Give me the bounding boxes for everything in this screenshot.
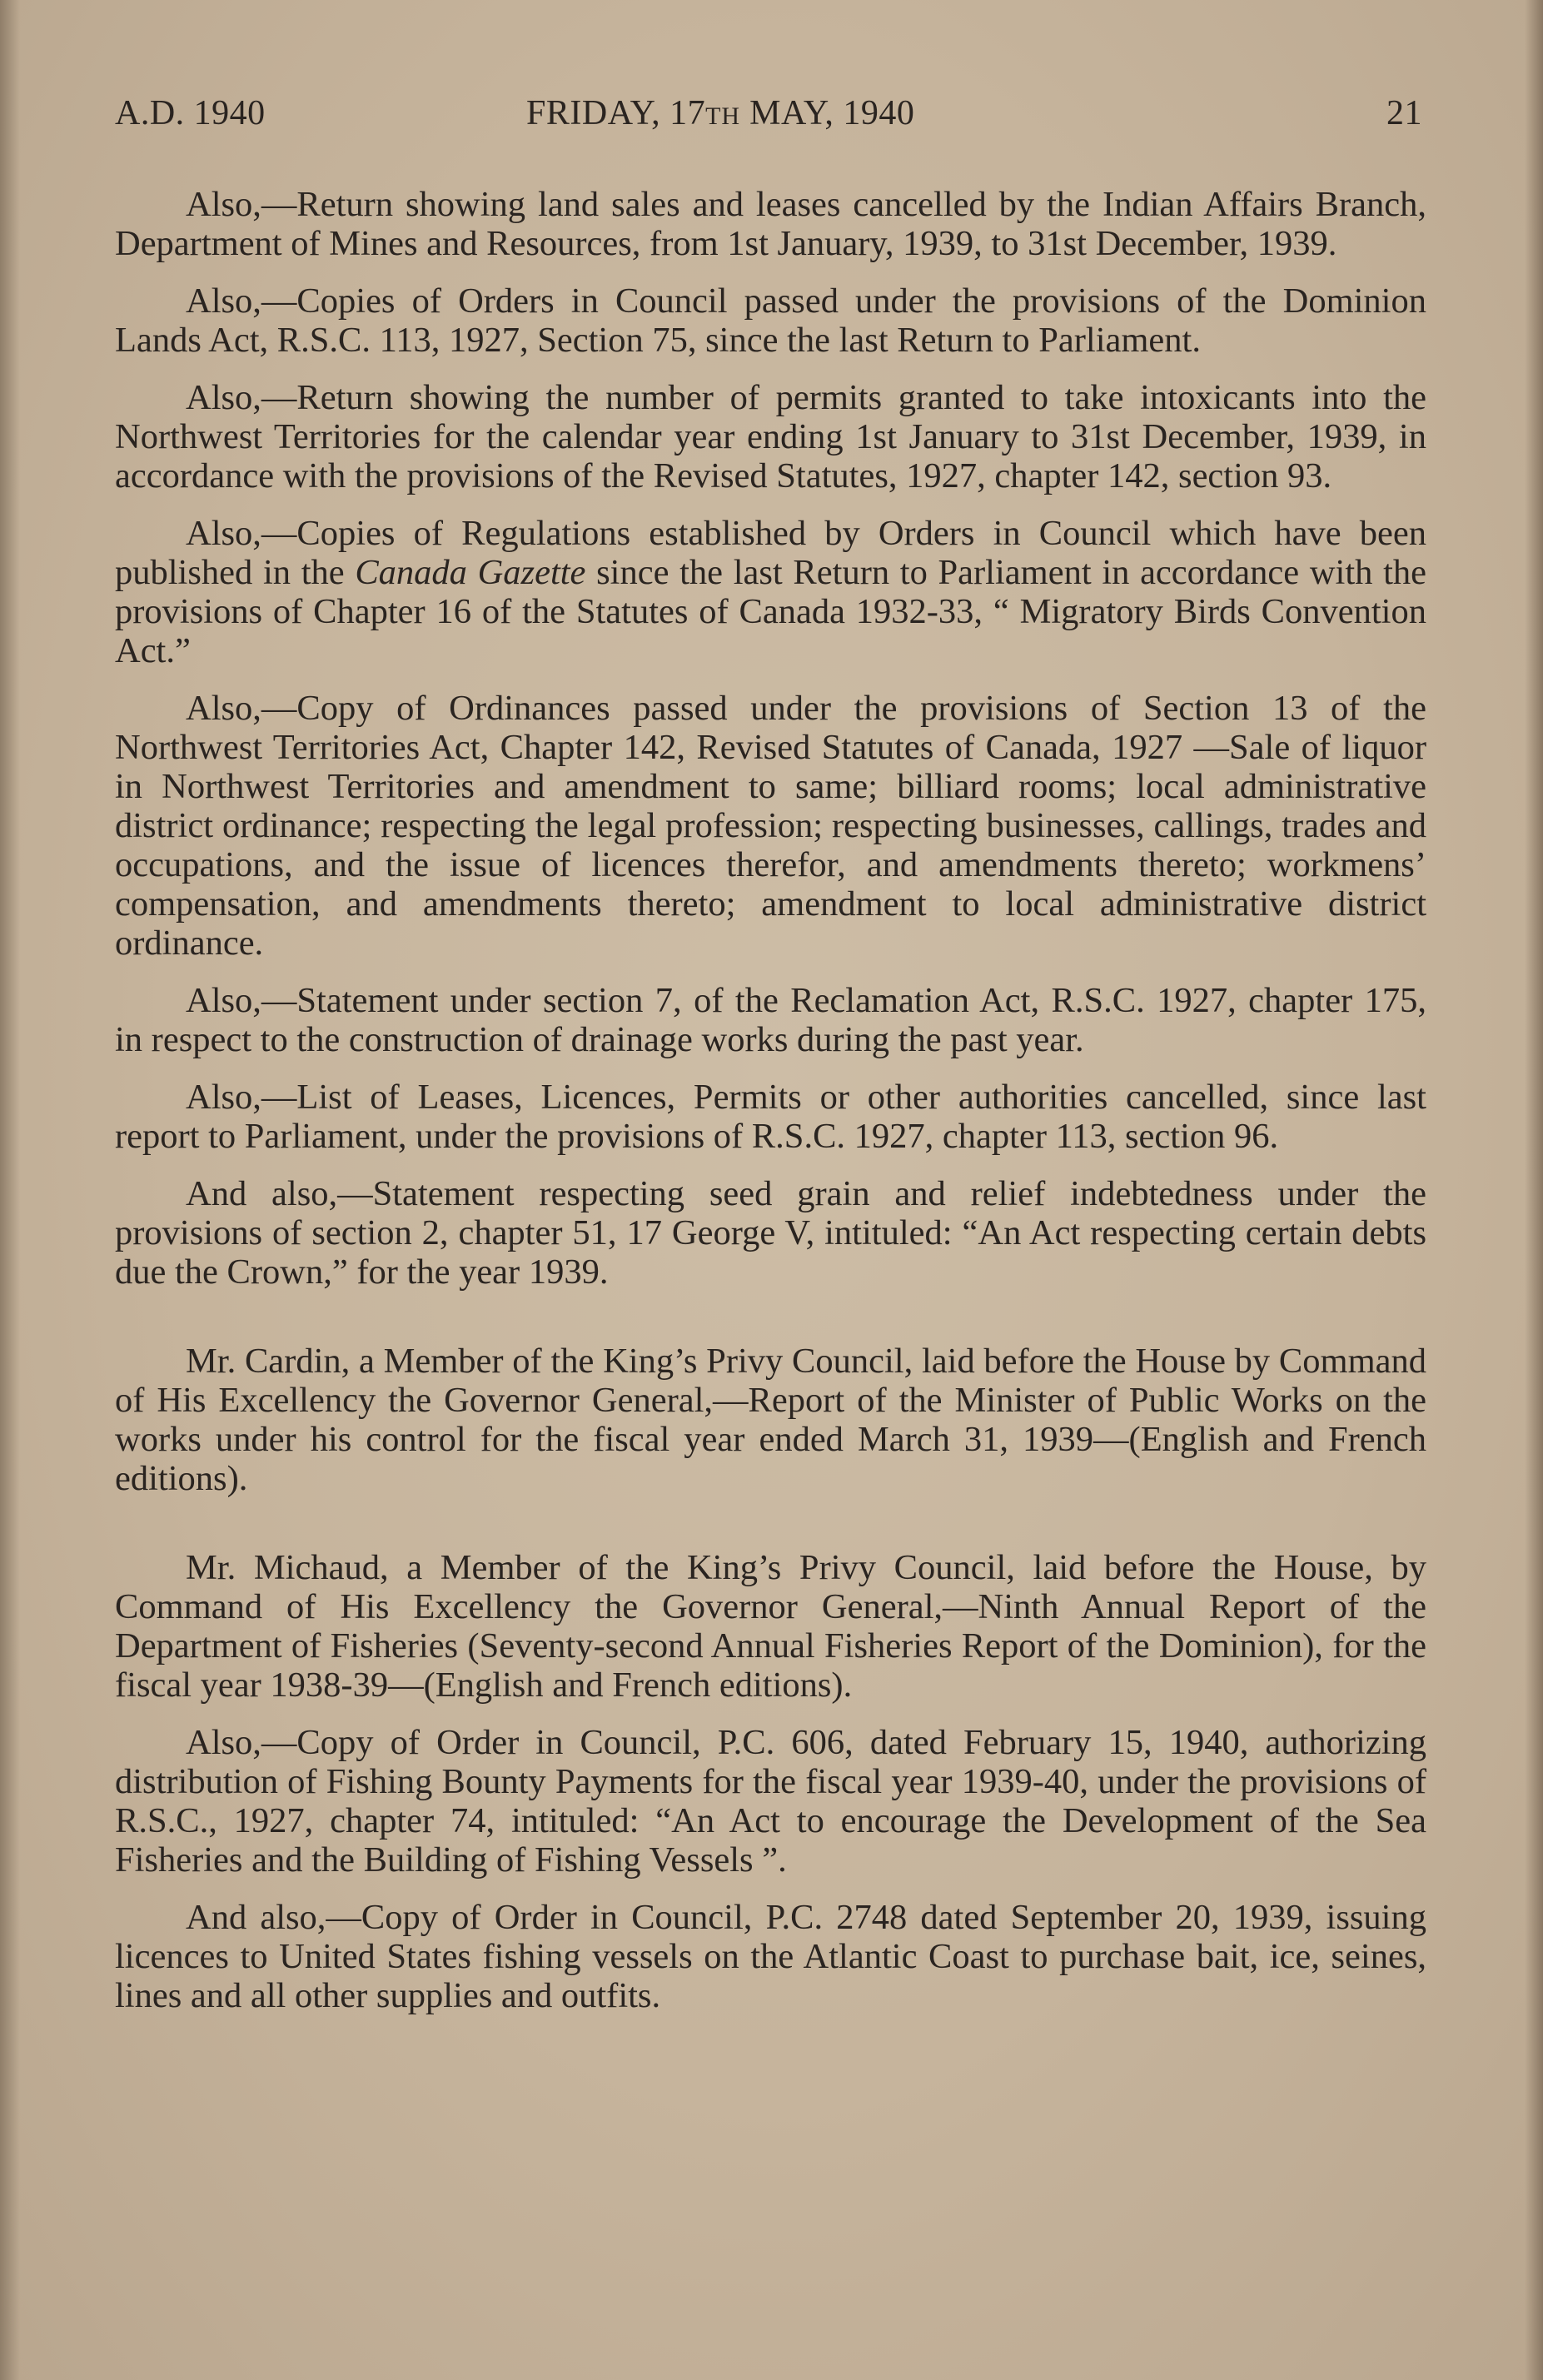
paragraph-regulations-text-2: since the last Return to Parliament in accordance with the provisions of Chapter 16 of the Statutes of Canada 1932-33, “ Migratory Birds Convention Act.” [115,553,1427,670]
paragraph-permits-intoxicants: Also,—Return showing the number of permits granted to take intoxicants into the Northwest Territories for the calendar year ending 1st January to 31st December, 1939, in accordance with the provisions of the Revised Statutes, 1927, chapter 142, section 93. [115,378,1426,495]
paragraph-leases-cancelled: Also,—List of Leases, Licences, Permits or other authorities cancelled, since last report to Parliament, under the provisions of R.S.C. 1927, chapter 113, section 96. [115,1078,1426,1156]
page-number: 21 [1386,94,1422,132]
paragraph-michaud-fisheries: Mr. Michaud, a Member of the King’s Privy Council, laid before the House, by Command of His Excellency the Governor General,—Ninth Annual Report of the Department of Fisheries (Seventy-second Annual Fisheries Report of the Dominion), for the fiscal year 1938-39—(English and French editions). [115,1548,1426,1705]
paragraph-fishing-bounty: Also,—Copy of Order in Council, P.C. 606, dated February 15, 1940, authorizing distribution of Fishing Bounty Payments for the fiscal year 1939-40, under the provisions of R.S.C., 1927, chapter 74, intituled: “An Act to encourage the Development of the Sea Fisheries and the Building of Fishing Vessels ”. [115,1723,1426,1880]
page-edge-right [1525,0,1543,2380]
header-year: A.D. 1940 [115,94,266,132]
page-body [115,185,1426,2034]
paragraph-regulations-migratory-birds [115,514,1426,670]
header-date-rest: MAY, 1940 [740,94,915,132]
paragraph-cardin-public-works: Mr. Cardin, a Member of the King’s Privy Council, laid before the House by Command of His Excellency the Governor General,—Report of the Minister of Public Works on the works under his control for the fiscal year ended March 31, 1939—(English and French editions). [115,1342,1426,1498]
paragraph-orders-dominion-lands: Also,—Copies of Orders in Council passed under the provisions of the Dominion Lands Act, R.S.C. 113, 1927, Section 75, since the last Return to Parliament. [115,281,1426,360]
paragraph-return-land-sales: Also,—Return showing land sales and leases cancelled by the Indian Affairs Branch, Department of Mines and Resources, from 1st January, 1939, to 31st December, 1939. [115,185,1426,263]
paragraph-seed-grain: And also,—Statement respecting seed grain and relief indebtedness under the provisions of section 2, chapter 51, 17 George V, intituled: “An Act respecting certain debts due the Crown,” for the year 1939. [115,1174,1426,1292]
header-date-day: FRIDAY, 17 [526,94,706,132]
paragraph-ordinances-nwt: Also,—Copy of Ordinances passed under the provisions of Section 13 of the Northwest Territories Act, Chapter 142, Revised Statutes of Canada, 1927 —Sale of liquor in Northwest Territories and amendment to same; billiard rooms; local administrative district ordinance; respecting the legal profession; respecting businesses, callings, trades and occupations, and the issue of licences therefor, and amendments thereto; workmens’ compensation, and amendments thereto; amendment to local administrative district ordinance. [115,689,1426,963]
running-header [115,93,1422,140]
paragraph-fishing-licences: And also,—Copy of Order in Council, P.C. 2748 dated September 20, 1939, issuing licences to United States fishing vessels on the Atlantic Coast to purchase bait, ice, seines, lines and all other supplies and outfits. [115,1898,1426,2015]
header-date-ordinal: TH [705,102,741,130]
header-date [526,93,914,133]
page-edge-left [0,0,20,2380]
paragraph-regulations-italic: Canada Gazette [355,553,586,592]
paragraph-regulations-text-1: Also,—Copies of Regulations established by Orders in Council which have been published in the [115,514,1426,592]
paragraph-reclamation-act: Also,—Statement under section 7, of the Reclamation Act, R.S.C. 1927, chapter 175, in respect to the construction of drainage works during the past year. [115,981,1426,1059]
